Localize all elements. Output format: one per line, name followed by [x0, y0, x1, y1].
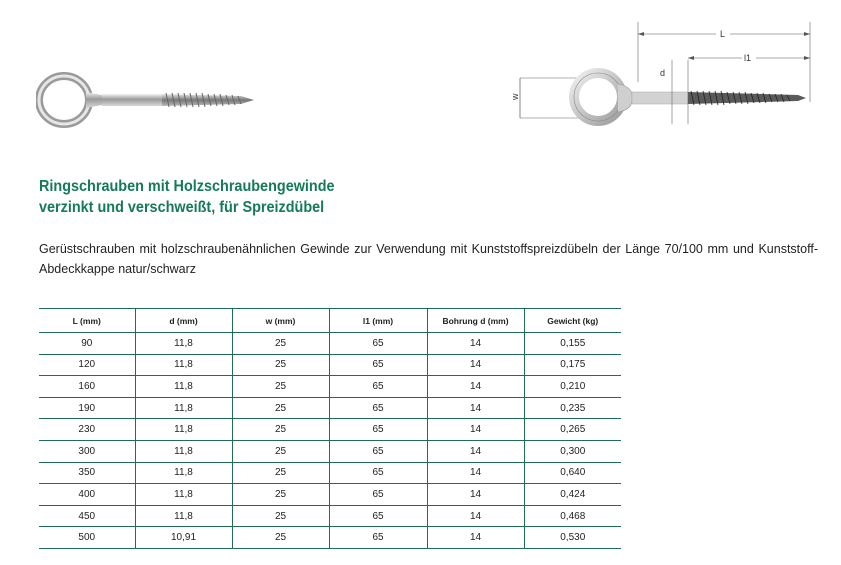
- table-cell: 0,265: [524, 419, 621, 441]
- table-cell: 10,91: [135, 527, 232, 549]
- table-cell: 25: [232, 397, 329, 419]
- table-cell: 11,8: [135, 462, 232, 484]
- table-cell: 65: [329, 333, 427, 355]
- table-cell: 25: [232, 354, 329, 376]
- table-cell: 450: [39, 505, 135, 527]
- table-row: [39, 354, 621, 376]
- table-cell: 11,8: [135, 419, 232, 441]
- table-cell: 0,468: [524, 505, 621, 527]
- table-row: [39, 376, 621, 398]
- table-cell: 11,8: [135, 505, 232, 527]
- table-cell: 65: [329, 397, 427, 419]
- table-cell: 65: [329, 527, 427, 549]
- table-cell: 300: [39, 440, 135, 462]
- heading-line-2: verzinkt und verschweißt, für Spreizdübel: [39, 199, 325, 216]
- table-cell: 14: [427, 440, 524, 462]
- table-row: [39, 397, 621, 419]
- table-cell: 25: [232, 440, 329, 462]
- col-header-w: w (mm): [232, 309, 329, 333]
- product-description: Gerüstschrauben mit holzschraubenähnlichen Gewinde zur Verwendung mit Kunststoffspreizdübeln der Länge 70/100 mm und Kunststoff-Abdeckkappe natur/schwarz: [39, 242, 818, 276]
- table-cell: 65: [329, 354, 427, 376]
- table-cell: 65: [329, 376, 427, 398]
- table-cell: 65: [329, 505, 427, 527]
- table-cell: 25: [232, 333, 329, 355]
- col-header-bohrung: Bohrung d (mm): [427, 309, 524, 333]
- product-photo-eye-screw: [36, 62, 261, 142]
- table-row: [39, 484, 621, 506]
- table-cell: 25: [232, 484, 329, 506]
- label-L: L: [720, 29, 726, 39]
- table-cell: 14: [427, 354, 524, 376]
- label-d: d: [660, 68, 666, 78]
- table-cell: 11,8: [135, 397, 232, 419]
- table-cell: 500: [39, 527, 135, 549]
- table-cell: 160: [39, 376, 135, 398]
- col-header-L: L (mm): [39, 309, 135, 333]
- table-cell: 25: [232, 505, 329, 527]
- table-row: [39, 440, 621, 462]
- table-cell: 65: [329, 462, 427, 484]
- col-header-d: d (mm): [135, 309, 232, 333]
- table-cell: 0,210: [524, 376, 621, 398]
- heading-line-1: Ringschrauben mit Holzschraubengewinde: [39, 178, 335, 195]
- table-row: [39, 419, 621, 441]
- table-cell: 14: [427, 484, 524, 506]
- table-cell: 0,300: [524, 440, 621, 462]
- table-cell: 14: [427, 333, 524, 355]
- table-cell: 350: [39, 462, 135, 484]
- table-cell: 0,640: [524, 462, 621, 484]
- col-header-l1: l1 (mm): [329, 309, 427, 333]
- technical-drawing: [508, 20, 813, 130]
- table-cell: 190: [39, 397, 135, 419]
- table-cell: 25: [232, 527, 329, 549]
- table-cell: 11,8: [135, 333, 232, 355]
- table-cell: 90: [39, 333, 135, 355]
- table-cell: 0,235: [524, 397, 621, 419]
- table-cell: 0,175: [524, 354, 621, 376]
- table-cell: 11,8: [135, 484, 232, 506]
- table-cell: 65: [329, 419, 427, 441]
- table-cell: 14: [427, 419, 524, 441]
- table-cell: 0,530: [524, 527, 621, 549]
- table-row: [39, 462, 621, 484]
- spec-table: [39, 308, 621, 549]
- table-cell: 11,8: [135, 354, 232, 376]
- table-cell: 65: [329, 440, 427, 462]
- table-cell: 14: [427, 397, 524, 419]
- col-header-gewicht: Gewicht (kg): [524, 309, 621, 333]
- table-cell: 120: [39, 354, 135, 376]
- table-cell: 230: [39, 419, 135, 441]
- label-l1: l1: [744, 53, 752, 63]
- table-cell: 25: [232, 419, 329, 441]
- table-row: [39, 505, 621, 527]
- table-cell: 11,8: [135, 376, 232, 398]
- table-header-row: [39, 309, 621, 333]
- product-heading: [39, 176, 335, 218]
- table-row: [39, 333, 621, 355]
- table-cell: 14: [427, 462, 524, 484]
- table-cell: 14: [427, 505, 524, 527]
- table-cell: 14: [427, 527, 524, 549]
- table-cell: 0,424: [524, 484, 621, 506]
- table-cell: 14: [427, 376, 524, 398]
- label-w: w: [510, 93, 520, 100]
- table-cell: 400: [39, 484, 135, 506]
- table-cell: 0,155: [524, 333, 621, 355]
- table-cell: 25: [232, 462, 329, 484]
- table-row: [39, 527, 621, 549]
- table-cell: 65: [329, 484, 427, 506]
- table-cell: 25: [232, 376, 329, 398]
- table-cell: 11,8: [135, 440, 232, 462]
